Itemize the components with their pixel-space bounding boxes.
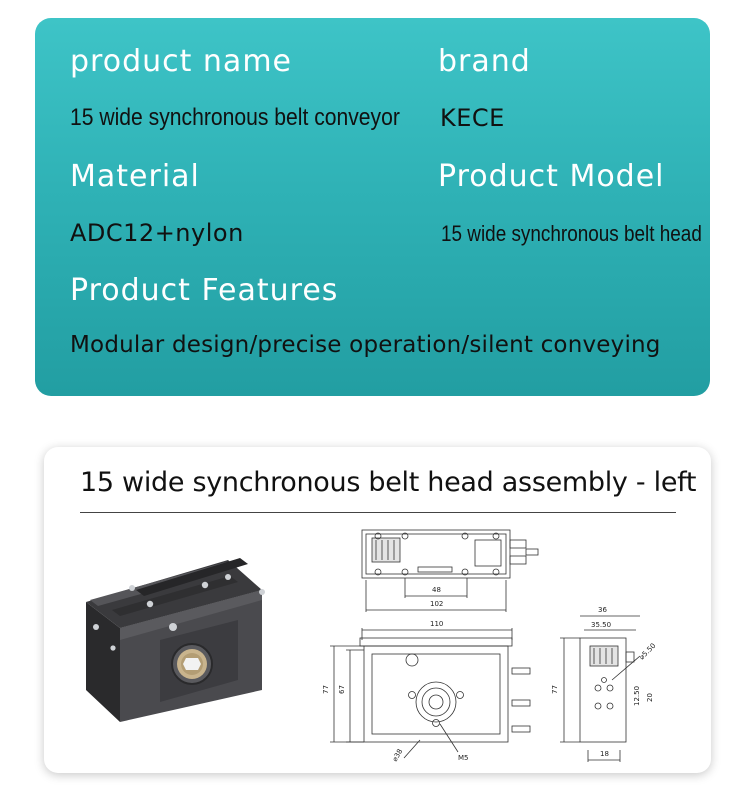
dim-67: 67 <box>338 685 346 694</box>
dim-36: 36 <box>598 606 607 614</box>
dim-38: ⌀38 <box>390 747 405 763</box>
dim-35-50: 35.50 <box>591 621 612 629</box>
dim-m5: M5 <box>458 754 469 762</box>
product-features-label: Product Features <box>70 273 339 308</box>
dim-102: 102 <box>430 600 444 608</box>
dim-12-50: 12.50 <box>633 685 641 706</box>
dim-18: 18 <box>600 750 609 758</box>
dim-77-front: 77 <box>322 685 330 694</box>
product-photo <box>86 558 265 722</box>
front-view-drawing <box>330 628 530 758</box>
dim-20: 20 <box>646 693 654 702</box>
product-features-value: Modular design/precise operation/silent conveying <box>70 332 661 358</box>
dim-5-50: ⌀5.50 <box>637 641 658 662</box>
brand-label: brand <box>438 44 531 79</box>
material-value: ADC12+nylon <box>70 219 244 247</box>
dim-48: 48 <box>432 586 441 594</box>
product-model-value: 15 wide synchronous belt head <box>441 221 702 246</box>
product-name-value: 15 wide synchronous belt conveyor <box>70 104 400 131</box>
product-name-label: product name <box>70 44 292 79</box>
brand-value: KECE <box>440 104 505 132</box>
material-label: Material <box>70 159 200 194</box>
assembly-title: 15 wide synchronous belt head assembly - left <box>80 467 697 498</box>
top-view-drawing <box>362 530 538 612</box>
side-view-drawing <box>560 616 640 762</box>
product-model-label: Product Model <box>438 159 665 194</box>
dim-77-side: 77 <box>551 685 559 694</box>
dim-110: 110 <box>430 620 444 628</box>
